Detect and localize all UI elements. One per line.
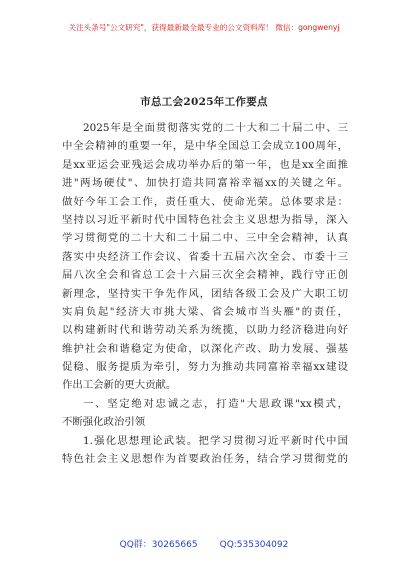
paragraph-line: 中全会精神的重要一年，是中华全国总工会成立100周年， — [62, 140, 348, 153]
footer-qq-group: QQ群：30265665 — [119, 540, 198, 550]
paragraph-line: 新理念，坚持实干争先作风，团结各级工会及广大职工切 — [62, 287, 348, 300]
footer-qq: QQ:535304092 — [219, 540, 289, 550]
document-body — [62, 119, 348, 468]
paragraph-line: 特色社会主义思想作为首要政治任务，结合学习贯彻党的 — [62, 453, 348, 466]
paragraph-line: 实肩负起"经济大市挑大梁、省会城市当头雁"的责任， — [62, 305, 348, 318]
paragraph-line: 届八次全会和省总工会十六届三次全会精神，践行守正创 — [62, 269, 348, 282]
paragraph-line: 不断强化政治引领 — [62, 416, 146, 429]
paragraph-line: 一、坚定绝对忠诚之志，打造"大思政课"xx模式， — [83, 397, 348, 410]
footer-contact — [0, 537, 408, 550]
paragraph-line: 作出工会新的更大贡献。 — [62, 379, 177, 392]
paragraph-line: 学习贯彻党的二十大和二十届二中、三中全会精神，认真 — [62, 232, 348, 245]
paragraph-line: 促稳、服务提质为牵引，努力为推动共同富裕幸福xx建设 — [62, 361, 348, 374]
paragraph-line: 落实中央经济工作会议、省委十五届六次全会、市委十三 — [62, 250, 348, 263]
paragraph-line: 以构建新时代和谐劳动关系为统揽，以助力经济稳进向好 — [62, 324, 348, 337]
paragraph-line: 维护社会和谐稳定为使命，以深化产改、助力发展、强基 — [62, 342, 348, 355]
document-title: 市总工会2025年工作要点 — [140, 96, 268, 108]
paragraph-line: 进"两场硬仗"、加快打造共同富裕幸福xx的关键之年。 — [62, 177, 348, 190]
paragraph-line: 是xx亚运会亚残运会成功举办后的第一年，也是xx全面推 — [62, 158, 348, 171]
paragraph-line: 1.强化思想理论武装。把学习贯彻习近平新时代中国 — [83, 434, 348, 447]
paragraph-line: 坚持以习近平新时代中国特色社会主义思想为指导，深入 — [62, 213, 348, 226]
watermark-header: 关注头条号"公文研究"，获得最新最全最专业的公文资料库！ 微信：gongwenyj — [68, 23, 340, 32]
paragraph-line: 做好今年工会工作，责任重大、使命光荣。总体要求是： — [62, 195, 348, 208]
paragraph-line: 2025年是全面贯彻落实党的二十大和二十届二中、三 — [83, 122, 348, 134]
